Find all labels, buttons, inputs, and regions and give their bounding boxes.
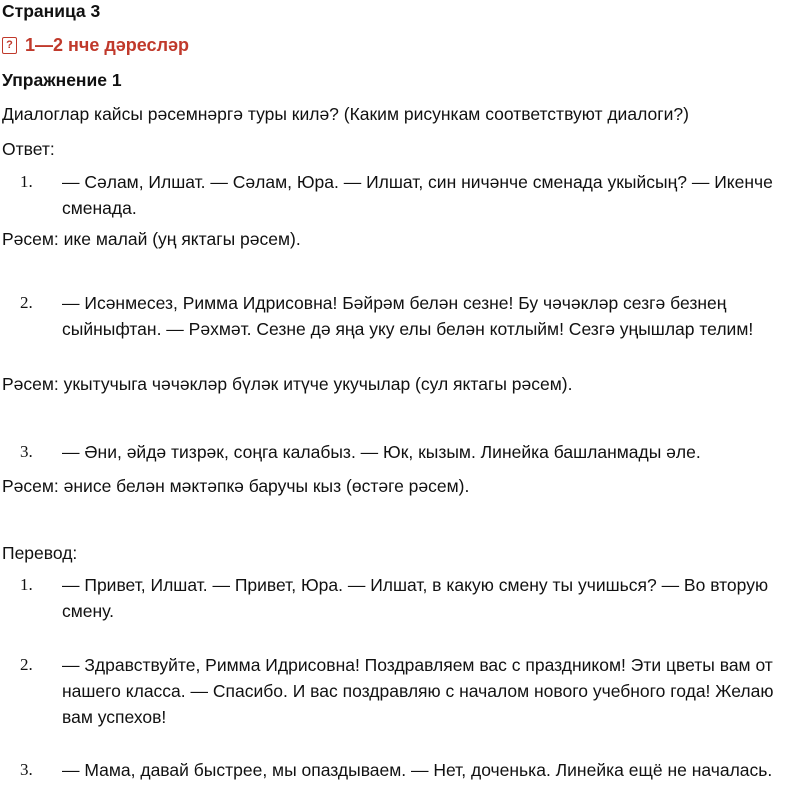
answer-dialogue: — Исәнмесез, Римма Идрисовна! Бәйрәм белән сезне! Бу чәчәкләр сезгә безнең сыйныфтан. — Рәхмәт. Сезне дә яңа уку елы белән котлыйм! Сезгә уңышлар телим!	[62, 293, 754, 339]
answer-picture: Рәсем: укытучыга чәчәкләр бүләк итүче укучылар (сул яктагы рәсем).	[2, 374, 573, 394]
translation-text: — Здравствуйте, Римма Идрисовна! Поздравляем вас с праздником! Эти цветы вам от нашего класса. — Спасибо. И вас поздравляю с началом нового учебного года! Желаю вам успехов!	[62, 655, 774, 727]
instruction-text: Диалоглар кайсы рәсемнәргә туры килә? (Каким рисункам соответствуют диалоги?)	[2, 104, 689, 124]
translation-number: 1.	[20, 575, 33, 594]
translation-number: 2.	[20, 655, 33, 674]
lesson-title: 1—2 нче дәресләр	[25, 35, 190, 55]
translation-text: — Мама, давай быстрее, мы опаздываем. — Нет, доченька. Линейка ещё не началась.	[62, 760, 773, 780]
answer-picture: Рәсем: ике малай (уң яктагы рәсем).	[2, 229, 301, 249]
exercise-title: Упражнение 1	[2, 70, 122, 90]
answer-number: 1.	[20, 172, 33, 191]
answer-label: Ответ:	[2, 139, 55, 159]
translation-text: — Привет, Илшат. — Привет, Юра. — Илшат, в какую смену ты учишься? — Во вторую смену.	[62, 575, 769, 621]
answer-number: 2.	[20, 293, 33, 312]
answer-picture: Рәсем: әнисе белән мәктәпкә баручы кыз (өстәге рәсем).	[2, 476, 470, 496]
question-icon: ?	[2, 37, 17, 54]
page-title: Страница 3	[2, 1, 101, 21]
answer-dialogue: — Әни, әйдә тизрәк, соңга калабыз. — Юк, кызым. Линейка башланмады әле.	[62, 442, 701, 462]
answer-number: 3.	[20, 442, 33, 461]
translation-label: Перевод:	[2, 543, 78, 563]
translation-number: 3.	[20, 760, 33, 779]
lesson-heading[interactable]	[2, 34, 189, 56]
answer-dialogue: — Сәлам, Илшат. — Сәлам, Юра. — Илшат, син ничәнче сменада укыйсың? — Икенче сменада.	[62, 172, 773, 218]
